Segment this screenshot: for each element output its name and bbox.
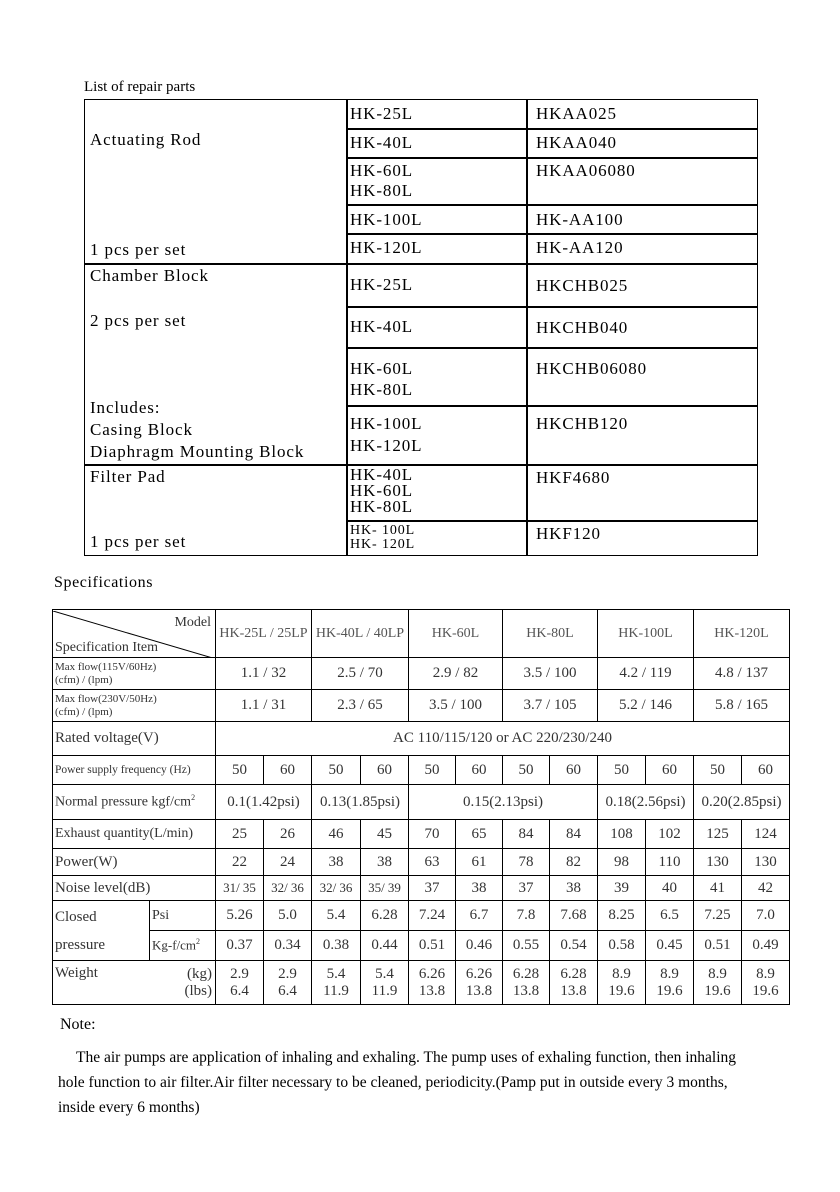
weight-lbs: 13.8: [512, 982, 540, 999]
value-cell: 7.8: [503, 901, 550, 931]
value-cell: 108: [598, 820, 646, 849]
value-cell: 60: [264, 756, 312, 785]
unit-label: Kg-f/cm: [152, 937, 197, 953]
value-cell: 0.54: [550, 931, 598, 961]
chamber-block-includes: Includes:: [90, 398, 161, 417]
value-cell: 84: [550, 820, 598, 849]
row-divider: [347, 157, 758, 159]
model-header: HK-60L: [409, 610, 503, 658]
part-number: HKAA025: [536, 104, 617, 123]
value-cell: 2.5 / 70: [312, 658, 409, 690]
value-cell: 0.44: [361, 931, 409, 961]
value-cell: 0.20(2.85psi): [694, 785, 790, 820]
weight-row: [53, 961, 790, 1005]
model-cell: HK- 120L: [350, 537, 416, 552]
value-cell: AC 110/115/120 or AC 220/230/240: [216, 722, 790, 756]
model-cell: HK-100L: [350, 414, 423, 433]
value-cell: 5.2 / 146: [598, 690, 694, 722]
model-cell: HK-80L: [350, 181, 413, 200]
specifications-table: [52, 609, 790, 1005]
weight-kg: 8.9: [756, 965, 775, 982]
value-cell: 26: [264, 820, 312, 849]
weight-kg: 6.28: [560, 965, 587, 982]
weight-kg: 2.9: [230, 965, 249, 982]
value-cell: 5.0: [264, 901, 312, 931]
actuating-rod-name: Actuating Rod: [90, 130, 202, 149]
value-cell: 0.45: [646, 931, 694, 961]
weight-lbs: 19.6: [752, 982, 779, 999]
value-cell: 0.51: [409, 931, 456, 961]
column-divider: [526, 100, 528, 555]
weight-lbs: 11.9: [323, 982, 349, 999]
row-divider: [347, 233, 758, 235]
row-label: (cfm) / (lpm): [55, 673, 113, 686]
noise-row: [53, 876, 790, 901]
weight-kg: 6.26: [418, 965, 446, 982]
value-cell: 32/ 36: [312, 876, 361, 901]
value-cell: 0.34: [264, 931, 312, 961]
part-number: HKAA06080: [536, 161, 636, 180]
row-label: Weight: [53, 961, 150, 1005]
filter-pad-qty: 1 pcs per set: [90, 532, 187, 551]
value-cell: 50: [409, 756, 456, 785]
row-label: pressure: [55, 936, 105, 953]
frequency-row: [53, 756, 790, 785]
value-cell: 3.5 / 100: [503, 658, 598, 690]
weight-kg: 5.4: [326, 965, 346, 982]
closed-pressure-kgf-row: [53, 931, 790, 961]
value-cell: 3.5 / 100: [409, 690, 503, 722]
model-cell: HK-60L: [350, 359, 413, 378]
value-cell: 70: [409, 820, 456, 849]
value-cell: 0.38: [312, 931, 361, 961]
weight-lbs: 19.6: [704, 982, 731, 999]
weight-lbs: 11.9: [371, 982, 398, 999]
row-label: Rated voltage(V): [53, 722, 216, 756]
value-cell: 42: [742, 876, 790, 901]
weight-lbs: 6.4: [230, 982, 249, 999]
model-cell: HK-120L: [350, 238, 423, 257]
model-cell: HK-25L: [350, 275, 413, 294]
model-cell: HK-80L: [350, 497, 413, 516]
value-cell: 130: [742, 849, 790, 876]
model-header: HK-120L: [694, 610, 790, 658]
part-number: HK-AA100: [536, 210, 624, 229]
note-body: The air pumps are application of inhaling and exhaling. The pump uses of exhaling function, then inhaling hole function to air filter.Air filter necessary to be cleaned, periodicity.(Pamp put in outside every 3 months, inside every 6 months): [58, 1049, 737, 1116]
weight-kg: 8.9: [708, 965, 727, 982]
value-cell: 2.9 / 82: [409, 658, 503, 690]
value-cell: 40: [646, 876, 694, 901]
value-cell: 4.2 / 119: [598, 658, 694, 690]
value-cell: 50: [598, 756, 646, 785]
note-title: Note:: [60, 1016, 96, 1033]
value-cell: 0.13(1.85psi): [312, 785, 409, 820]
value-cell: 38: [361, 849, 409, 876]
weight-lbs: 13.8: [418, 982, 446, 999]
chamber-block-name: Chamber Block: [90, 266, 209, 285]
row-label: Closed: [55, 908, 97, 925]
max-flow-230-row: [53, 690, 790, 722]
unit-label: (lbs): [184, 982, 212, 999]
value-cell: 25: [216, 820, 264, 849]
model-cell: HK-60L: [350, 481, 413, 500]
part-number: HK-AA120: [536, 238, 624, 257]
unit-label: (kg): [187, 965, 212, 982]
value-cell: 125: [694, 820, 742, 849]
value-cell: 37: [503, 876, 550, 901]
value-cell: 0.55: [503, 931, 550, 961]
value-cell: 60: [456, 756, 503, 785]
value-cell: 4.8 / 137: [694, 658, 790, 690]
value-cell: 1.1 / 31: [216, 690, 312, 722]
row-label: Power supply frequency (Hz): [53, 756, 216, 785]
weight-kg: 8.9: [612, 965, 631, 982]
row-label: Max flow(230V/50Hz): [55, 692, 157, 705]
specifications-title: Specifications: [54, 574, 154, 591]
value-cell: 61: [456, 849, 503, 876]
value-cell: 31/ 35: [216, 876, 264, 901]
unit-label: Psi: [150, 901, 216, 931]
table-header-row: [53, 610, 790, 658]
model-header: HK-40L / 40LP: [312, 610, 409, 658]
chamber-block-qty: 2 pcs per set: [90, 311, 187, 330]
weight-kg: 6.26: [465, 965, 493, 982]
value-cell: 7.24: [409, 901, 456, 931]
value-cell: 60: [550, 756, 598, 785]
value-cell: 38: [550, 876, 598, 901]
part-number: HKAA040: [536, 133, 617, 152]
part-number: HKF120: [536, 524, 601, 543]
model-cell: HK-40L: [350, 465, 413, 484]
value-cell: 5.4: [312, 901, 361, 931]
value-cell: 0.15(2.13psi): [409, 785, 598, 820]
value-cell: 22: [216, 849, 264, 876]
value-cell: 3.7 / 105: [503, 690, 598, 722]
value-cell: 60: [361, 756, 409, 785]
row-label: Power(W): [53, 849, 216, 876]
value-cell: 0.37: [216, 931, 264, 961]
value-cell: 0.49: [742, 931, 790, 961]
value-cell: 8.25: [598, 901, 646, 931]
value-cell: 60: [646, 756, 694, 785]
part-number: HKCHB025: [536, 276, 629, 295]
weight-lbs: 13.8: [465, 982, 493, 999]
power-row: [53, 849, 790, 876]
value-cell: 84: [503, 820, 550, 849]
weight-kg: 8.9: [660, 965, 679, 982]
value-cell: 124: [742, 820, 790, 849]
weight-lbs: 13.8: [560, 982, 587, 999]
value-cell: 7.68: [550, 901, 598, 931]
value-cell: 41: [694, 876, 742, 901]
value-cell: 38: [312, 849, 361, 876]
row-divider: [347, 263, 758, 265]
value-cell: 98: [598, 849, 646, 876]
normal-pressure-row: [53, 785, 790, 820]
value-cell: 37: [409, 876, 456, 901]
model-cell: HK-80L: [350, 380, 413, 399]
weight-kg: 5.4: [375, 965, 394, 982]
model-cell: HK-25L: [350, 104, 413, 123]
weight-lbs: 19.6: [656, 982, 683, 999]
row-label: Exhaust quantity(L/min): [53, 820, 216, 849]
value-cell: 45: [361, 820, 409, 849]
header-item-label: Specification Item: [55, 639, 159, 655]
part-number: HKF4680: [536, 468, 611, 487]
value-cell: 5.26: [216, 901, 264, 931]
part-number: HKCHB120: [536, 414, 629, 433]
row-label: (cfm) / (lpm): [55, 705, 113, 718]
model-cell: HK-40L: [350, 317, 413, 336]
part-number: HKCHB040: [536, 318, 629, 337]
weight-kg: 2.9: [278, 965, 297, 982]
value-cell: 6.28: [361, 901, 409, 931]
model-cell: HK-100L: [350, 210, 423, 229]
value-cell: 0.51: [694, 931, 742, 961]
model-cell: HK-40L: [350, 133, 413, 152]
header-model-label: Model: [174, 614, 211, 630]
value-cell: 65: [456, 820, 503, 849]
row-divider: [347, 128, 758, 130]
row-label: Max flow(115V/60Hz): [55, 660, 157, 673]
row-divider: [347, 405, 758, 407]
max-flow-115-row: [53, 658, 790, 690]
value-cell: 0.46: [456, 931, 503, 961]
value-cell: 7.25: [694, 901, 742, 931]
value-cell: 63: [409, 849, 456, 876]
value-cell: 0.1(1.42psi): [216, 785, 312, 820]
value-cell: 46: [312, 820, 361, 849]
rated-voltage-row: [53, 722, 790, 756]
repair-parts-title: List of repair parts: [84, 79, 196, 95]
repair-parts-table: [84, 99, 758, 556]
value-cell: 82: [550, 849, 598, 876]
part-number: HKCHB06080: [536, 359, 648, 378]
value-cell: 78: [503, 849, 550, 876]
row-divider: [347, 520, 758, 522]
model-header: HK-100L: [598, 610, 694, 658]
model-header: HK-80L: [503, 610, 598, 658]
value-cell: 50: [216, 756, 264, 785]
model-header: HK-25L / 25LP: [216, 610, 312, 658]
row-label: Normal pressure kgf/cm: [55, 794, 192, 810]
exhaust-row: [53, 820, 790, 849]
value-cell: 1.1 / 32: [216, 658, 312, 690]
weight-kg: 6.28: [512, 965, 540, 982]
value-cell: 130: [694, 849, 742, 876]
value-cell: 102: [646, 820, 694, 849]
closed-pressure-psi-row: [53, 901, 790, 931]
value-cell: 50: [312, 756, 361, 785]
weight-lbs: 6.4: [278, 982, 297, 999]
actuating-rod-qty: 1 pcs per set: [90, 240, 187, 259]
row-divider: [347, 204, 758, 206]
value-cell: 50: [503, 756, 550, 785]
value-cell: 32/ 36: [264, 876, 312, 901]
value-cell: 110: [646, 849, 694, 876]
value-cell: 7.0: [742, 901, 790, 931]
row-divider: [347, 306, 758, 308]
value-cell: 38: [456, 876, 503, 901]
value-cell: 24: [264, 849, 312, 876]
value-cell: 2.3 / 65: [312, 690, 409, 722]
header-diagonal-cell: [53, 611, 215, 657]
filter-pad-name: Filter Pad: [90, 467, 166, 486]
model-cell: HK-120L: [350, 436, 423, 455]
value-cell: 60: [742, 756, 790, 785]
value-cell: 6.5: [646, 901, 694, 931]
chamber-block-include-2: Diaphragm Mounting Block: [90, 442, 305, 461]
chamber-block-include-1: Casing Block: [90, 420, 193, 439]
column-divider: [346, 100, 348, 555]
value-cell: 6.7: [456, 901, 503, 931]
value-cell: 39: [598, 876, 646, 901]
value-cell: 5.8 / 165: [694, 690, 790, 722]
model-cell: HK- 100L: [350, 523, 416, 538]
value-cell: 0.58: [598, 931, 646, 961]
value-cell: 35/ 39: [361, 876, 409, 901]
model-cell: HK-60L: [350, 161, 413, 180]
row-divider: [347, 347, 758, 349]
value-cell: 0.18(2.56psi): [598, 785, 694, 820]
superscript: 2: [191, 793, 196, 803]
weight-lbs: 19.6: [608, 982, 635, 999]
value-cell: 50: [694, 756, 742, 785]
row-label: Noise level(dB): [53, 876, 216, 901]
superscript: 2: [196, 937, 201, 947]
